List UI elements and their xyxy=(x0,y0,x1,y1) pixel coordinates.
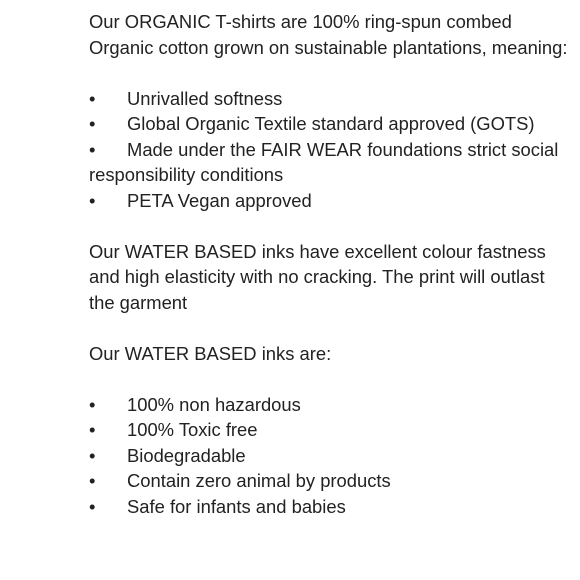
list-item: • 100% non hazardous xyxy=(89,392,569,418)
bullet-icon: • xyxy=(89,393,96,415)
inks-paragraph: Our WATER BASED inks have excellent colour fastness and high elasticity with no cracking. The print will outlast the garment xyxy=(89,240,546,313)
inks-intro: Our WATER BASED inks are: xyxy=(89,342,332,364)
list-item: • Made under the FAIR WEAR foundations strict social responsibility conditions xyxy=(89,138,559,185)
list-item: • Unrivalled softness xyxy=(89,86,569,112)
bullet-icon: • xyxy=(89,444,96,466)
spacer xyxy=(89,60,569,86)
bullet-icon: • xyxy=(89,138,96,160)
bullet-icon: • xyxy=(89,495,96,517)
list-item: • Safe for infants and babies xyxy=(89,494,569,520)
list-item: • Global Organic Textile standard approved (GOTS) xyxy=(89,111,569,137)
spacer xyxy=(89,366,569,392)
bullet-icon: • xyxy=(89,419,96,440)
bullet-icon: • xyxy=(89,113,96,134)
product-description xyxy=(89,9,569,519)
spacer xyxy=(89,213,569,239)
list-item: • 100% Toxic free xyxy=(89,417,569,443)
bullet-icon: • xyxy=(89,189,96,211)
list-item: • Contain zero animal by products xyxy=(89,468,569,494)
bullet-icon: • xyxy=(89,87,96,109)
spacer xyxy=(89,315,569,341)
bullet-icon: • xyxy=(89,470,96,491)
list-item: • Biodegradable xyxy=(89,443,569,469)
organic-intro: Our ORGANIC T-shirts are 100% ring-spun combed Organic cotton grown on sustainable plantations, meaning: xyxy=(89,11,568,58)
list-item: • PETA Vegan approved xyxy=(89,188,569,214)
